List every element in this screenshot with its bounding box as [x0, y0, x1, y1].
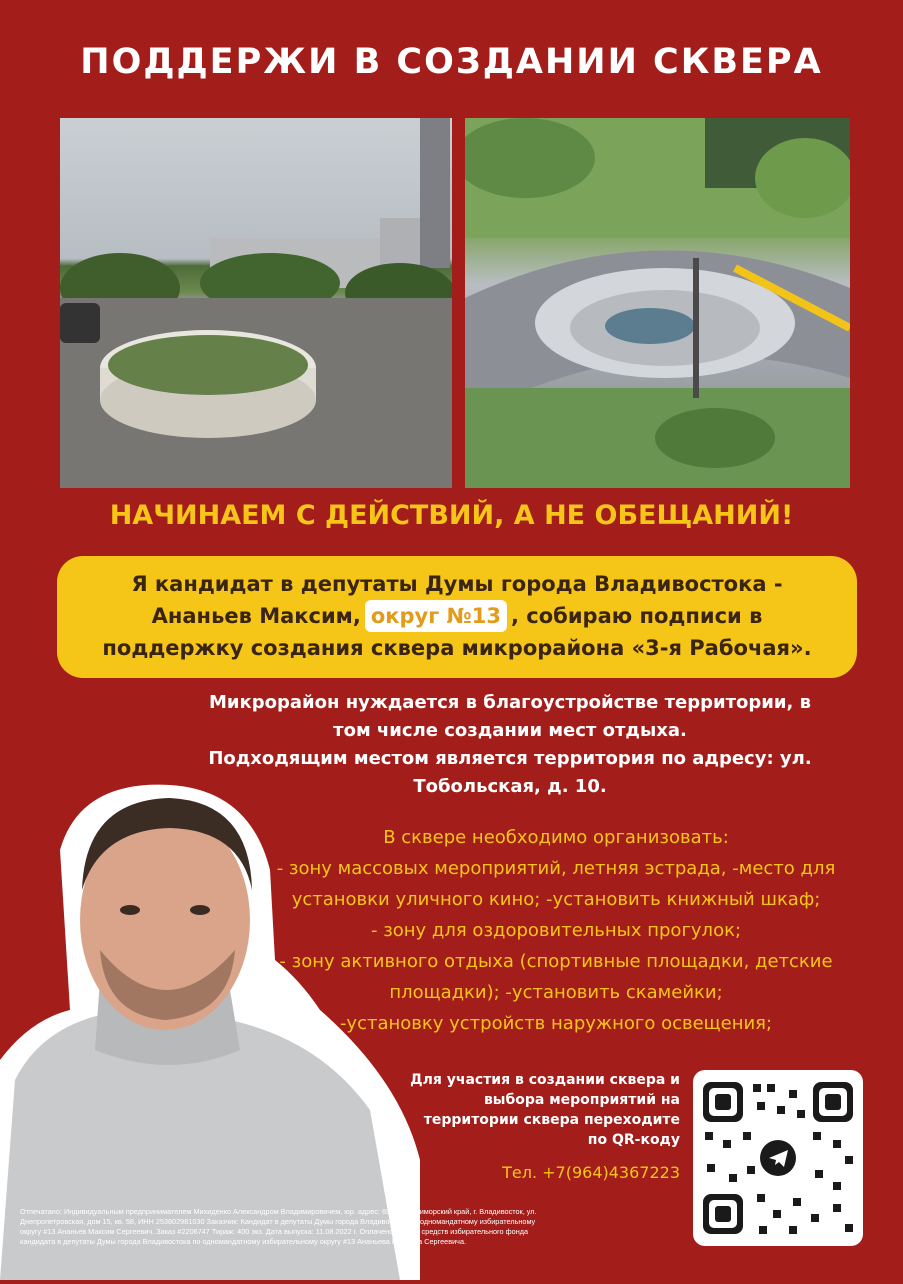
square-current-photo	[60, 118, 452, 488]
legal-line-4: кандидата в депутаты Думы города Владивостока по одномандатному избирательному округу #13 Ананьева Максима Сергеевича.	[20, 1237, 467, 1246]
square-project-render	[465, 118, 850, 488]
page-title: ПОДДЕРЖИ В СОЗДАНИИ СКВЕРА	[80, 42, 823, 82]
legal-line-3: округу #13 Ананьев Максим Сергеевич. Заказ #2206747 Тираж: 400 экз. Дата выпуска: 11.08.2022 г. Оплачено за счёт средств избирательного фонда	[20, 1227, 529, 1236]
plan-item: - зону массовых мероприятий, летняя эстрада, -место для	[276, 858, 836, 879]
plan-item: установки уличного кино; -установить книжный шкаф;	[291, 889, 821, 910]
district-badge: округ №13	[365, 600, 507, 632]
cta-line-2: выбора мероприятий на	[483, 1092, 680, 1108]
plan-item: площадки); -установить скамейки;	[389, 982, 723, 1003]
plan-item: - зону активного отдыха (спортивные площадки, детские	[279, 951, 833, 972]
phone-number[interactable]: Тел. +7(964)4367223	[502, 1163, 680, 1182]
need-line-3: Подходящим местом является территория по адресу: ул.	[208, 748, 812, 769]
cta-line-4: по QR-коду	[587, 1132, 680, 1148]
cta-line-3: территории сквера переходите	[423, 1112, 680, 1128]
candidate-box	[57, 556, 857, 678]
need-line-4: Тобольская, д. 10.	[413, 776, 607, 797]
legal-line-2: Днепропетровская, дом 15, кв. 58, ИНН 253802981030 Заказчик: Кандидат в депутаты Думы города Владивостока по одномандатному избирательному	[20, 1217, 536, 1226]
plan-item: - зону для оздоровительных прогулок;	[370, 920, 742, 941]
legal-line-1: Отпечатано: Индивидуальным предпринимателем Михиденко Александром Владимировичем, юр. адрес: 690000, Приморский край, г. Владивосток, ул.	[20, 1207, 537, 1216]
candidate-line-2-prefix: Ананьев Максим,	[151, 604, 361, 628]
need-line-1: Микрорайон нуждается в благоустройстве территории, в	[208, 692, 812, 713]
candidate-text	[57, 568, 857, 664]
legal-imprint	[20, 1207, 685, 1247]
candidate-line-3: поддержку создания сквера микрорайона «3-я Рабочая».	[102, 636, 812, 660]
candidate-line-1: Я кандидат в депутаты Думы города Владивостока -	[131, 572, 783, 596]
candidate-line-2-suffix: , собираю подписи в	[511, 604, 763, 628]
plan-heading: В сквере необходимо организовать:	[383, 827, 729, 848]
qr-code-icon[interactable]	[693, 1070, 863, 1246]
plan-item: -установку устройств наружного освещения;	[339, 1013, 773, 1034]
cta-text	[370, 1070, 680, 1150]
need-line-2: том числе создании мест отдыха.	[333, 720, 687, 741]
slogan: НАЧИНАЕМ С ДЕЙСТВИЙ, А НЕ ОБЕЩАНИЙ!	[109, 500, 794, 531]
candidate-photo	[0, 780, 420, 1280]
cta-line-1: Для участия в создании сквера и	[410, 1072, 680, 1088]
